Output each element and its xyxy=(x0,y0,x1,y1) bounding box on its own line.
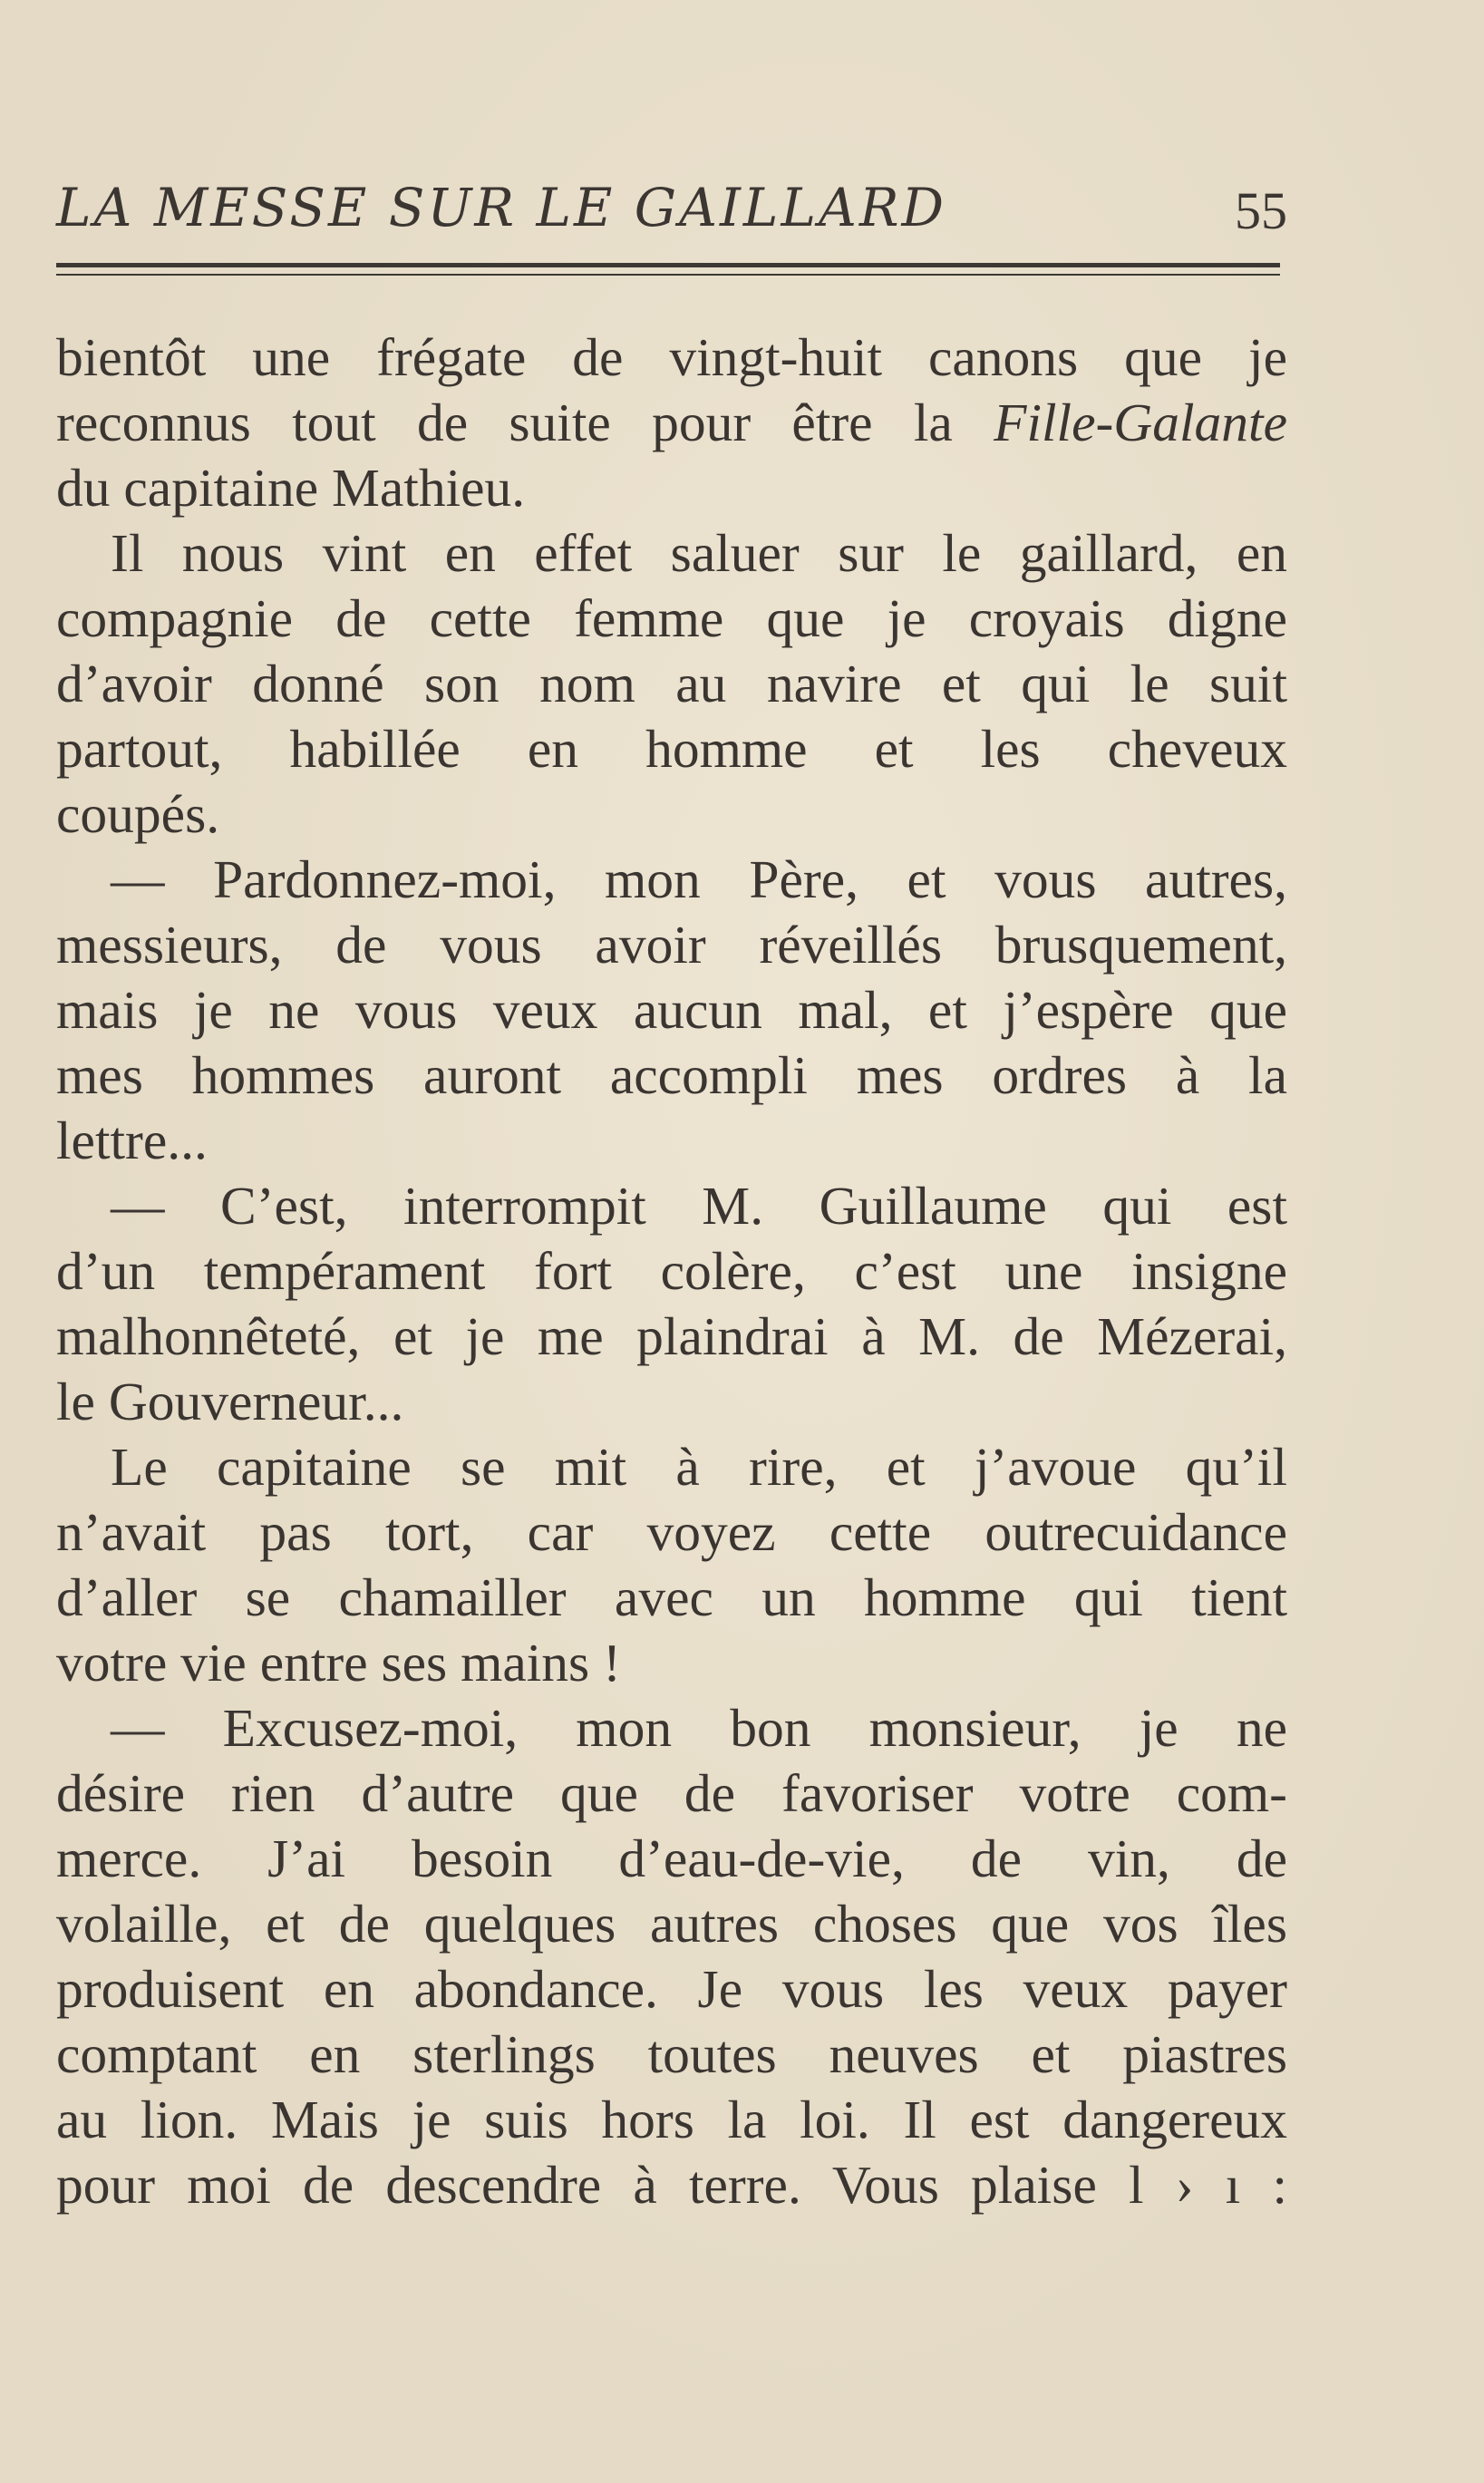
text-line: messieurs, de vous avoir réveillés brusquement, xyxy=(56,915,1287,975)
running-title: LA MESSE SUR LE GAILLARD xyxy=(56,177,947,238)
text-line: votre vie entre ses mains ! xyxy=(56,1633,621,1693)
text-line: — Pardonnez-moi, mon Père, et vous autres, xyxy=(111,849,1287,909)
paragraph xyxy=(56,520,1287,847)
text-line: du capitaine Mathieu. xyxy=(56,458,526,518)
text-line: mais je ne vous veux aucun mal, et j’espère que xyxy=(56,980,1287,1040)
text-line: — C’est, interrompit M. Guillaume qui est xyxy=(111,1176,1287,1236)
paragraph xyxy=(56,1695,1287,2217)
text-line: d’aller se chamailler avec un homme qui tient xyxy=(56,1567,1287,1627)
text-line: d’avoir donné son nom au navire et qui le suit xyxy=(56,654,1287,713)
text-line xyxy=(56,390,1287,455)
text-line: bientôt une frégate de vingt-huit canons que je xyxy=(56,327,1287,387)
text-line: merce. J’ai besoin d’eau-de-vie, de vin, de xyxy=(56,1828,1287,1888)
text-line: coupés. xyxy=(56,784,220,844)
text-line: mes hommes auront accompli mes ordres à la xyxy=(56,1045,1287,1105)
text-line: le Gouverneur... xyxy=(56,1372,404,1431)
text-line: compagnie de cette femme que je croyais digne xyxy=(56,588,1287,648)
text-line: n’avait pas tort, car voyez cette outrecuidance xyxy=(56,1502,1287,1562)
text-line: désire rien d’autre que de favoriser votre com- xyxy=(56,1763,1287,1823)
text-line: partout, habillée en homme et les cheveux xyxy=(56,719,1287,779)
text-line: au lion. Mais je suis hors la loi. Il est dangereux xyxy=(56,2090,1287,2149)
text-line: Le capitaine se mit à rire, et j’avoue qu’il xyxy=(111,1437,1287,1497)
ship-name: Fille-Galante xyxy=(994,393,1287,452)
body-text xyxy=(56,325,1287,2217)
header-rule-thick xyxy=(56,263,1280,267)
paragraph xyxy=(56,1173,1287,1434)
text-line: volaille, et de quelques autres choses que vos îles xyxy=(56,1894,1287,1954)
text-line: Il nous vint en effet saluer sur le gaillard, en xyxy=(111,523,1287,583)
text-line: comptant en sterlings toutes neuves et piastres xyxy=(56,2024,1287,2084)
text-line: malhonnêteté, et je me plaindrai à M. de Mézerai, xyxy=(56,1306,1287,1366)
text-line: — Excusez-moi, mon bon monsieur, je ne xyxy=(111,1698,1287,1758)
page-number: 55 xyxy=(1235,181,1287,240)
paragraph xyxy=(56,325,1287,520)
text-line: d’un tempérament fort colère, c’est une insigne xyxy=(56,1241,1287,1301)
header-rule-thin xyxy=(56,274,1280,276)
text-line: lettre... xyxy=(56,1111,208,1170)
text-line: produisent en abondance. Je vous les veux payer xyxy=(56,1959,1287,2019)
paragraph xyxy=(56,847,1287,1173)
page-header xyxy=(56,177,1287,249)
text-fragment: reconnus tout de suite pour être la xyxy=(56,393,994,452)
text-line: pour moi de descendre à terre. Vous plaise l › ı : xyxy=(56,2155,1287,2215)
paragraph xyxy=(56,1434,1287,1695)
